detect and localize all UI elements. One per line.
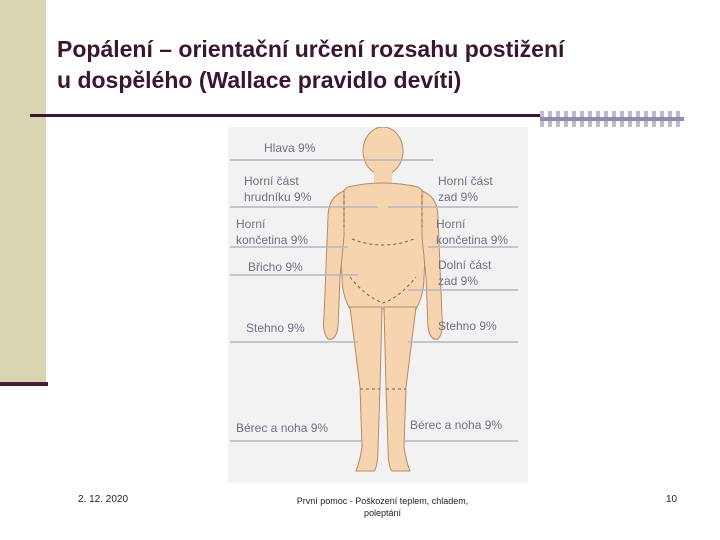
- label-arm-right-line2: končetina 9%: [436, 233, 509, 247]
- body-figure: [228, 127, 528, 483]
- title-underline-pattern-bar: [540, 117, 684, 121]
- label-head: Hlava 9%: [264, 141, 316, 155]
- page-number: 10: [666, 494, 678, 505]
- title-line-1: Popálení – orientační určení rozsahu postižení: [57, 36, 565, 62]
- title-underline: [30, 114, 540, 117]
- rule-of-nines-diagram: [228, 127, 528, 483]
- label-chest-line2: hrudníku 9%: [244, 190, 312, 204]
- label-leg-right: Bérec a noha 9%: [410, 418, 503, 432]
- label-arm-left-line2: končetina 9%: [236, 233, 309, 247]
- label-lower-back-line1: Dolní část: [438, 258, 492, 272]
- left-accent-line: [0, 382, 48, 386]
- footer-subject: První pomoc - Poškození teplem, chladem, poleptání: [296, 496, 469, 518]
- label-thigh-right: Stehno 9%: [438, 319, 497, 333]
- title-line-2: u dospělého (Wallace pravidlo devíti): [57, 67, 462, 93]
- head-shape: [363, 127, 403, 175]
- label-upper-back-line1: Horní část: [438, 174, 493, 188]
- label-thigh-left: Stehno 9%: [246, 321, 305, 335]
- label-chest-line1: Horní část: [244, 174, 299, 188]
- label-arm-right-line1: Horní: [436, 217, 466, 231]
- label-leg-left: Bérec a noha 9%: [236, 421, 329, 435]
- slide-title: [57, 34, 707, 96]
- left-accent-bar: [0, 0, 46, 382]
- footer-date: 2. 12. 2020: [78, 494, 129, 505]
- left-arm-shape: [324, 191, 345, 339]
- label-upper-back-line2: zad 9%: [438, 190, 479, 204]
- label-lower-back-line2: zad 9%: [438, 274, 479, 288]
- label-abdomen: Břicho 9%: [248, 260, 303, 274]
- label-arm-left-line1: Horní: [236, 217, 266, 231]
